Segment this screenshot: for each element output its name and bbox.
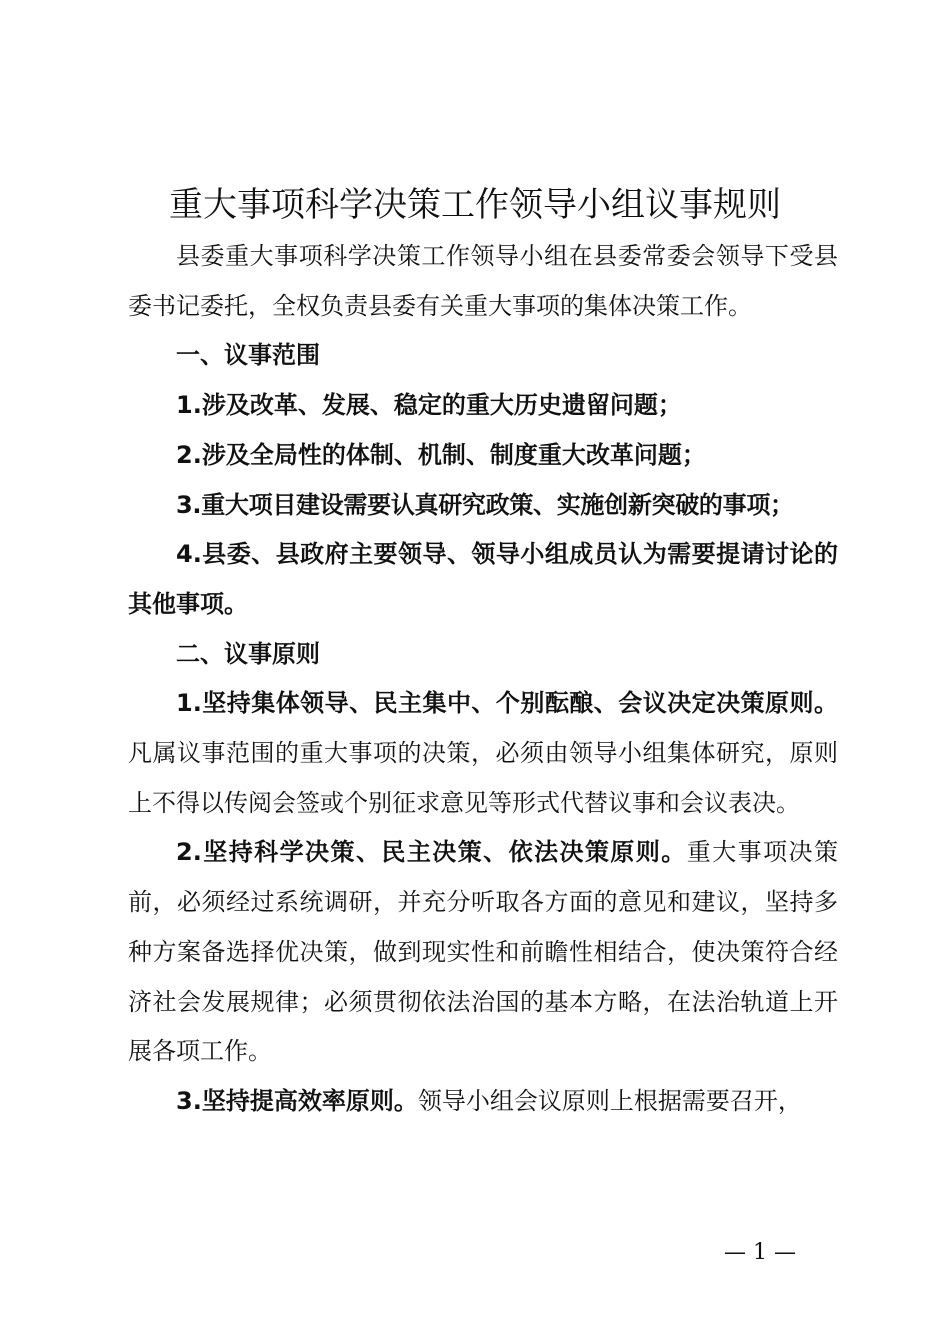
document-title: 重大事项科学决策工作领导小组议事规则 <box>169 185 781 225</box>
intro-paragraph: 县委重大事项科学决策工作领导小组在县委常委会领导下受县委书记委托，全权负责县委有关重大事项的集体决策工作。 <box>128 242 838 320</box>
principle-paragraph-2 <box>128 828 838 1077</box>
section-heading-scope: 一、议事范围 <box>176 341 320 370</box>
principle-lead-3: 3.坚持提高效率原则。 <box>176 1086 418 1115</box>
principle-text-2: 重大事项决策前，必须经过系统调研，并充分听取各方面的意见和建议，坚持多种方案备选择优决策，做到现实性和前瞻性相结合，使决策符合经济社会发展规律；必须贯彻依法治国的基本方略，在法治轨道上开展各项工作。 <box>128 838 838 1066</box>
principle-paragraph-1 <box>128 679 838 828</box>
scope-item-1: 1.涉及改革、发展、稳定的重大历史遗留问题； <box>176 391 682 420</box>
principle-lead-2: 2.坚持科学决策、民主决策、依法决策原则。 <box>176 838 687 867</box>
document-body <box>128 232 838 1127</box>
principle-paragraph-3 <box>128 1077 838 1127</box>
principle-lead-1: 1.坚持集体领导、民主集中、个别酝酿、会议决定决策原则。 <box>176 689 838 718</box>
principle-text-1: 凡属议事范围的重大事项的决策，必须由领导小组集体研究，原则上不得以传阅会签或个别征求意见等形式代替议事和会议表决。 <box>128 739 838 817</box>
principle-text-3: 领导小组会议原则上根据需要召开， <box>417 1086 802 1115</box>
section-heading-principles: 二、议事原则 <box>176 639 320 668</box>
page-number: — 1 — <box>724 1240 796 1265</box>
scope-item-2: 2.涉及全局性的体制、机制、制度重大改革问题； <box>176 440 706 469</box>
scope-item-3: 3.重大项目建设需要认真研究政策、实施创新突破的事项； <box>176 490 794 519</box>
scope-item-4: 4.县委、县政府主要领导、领导小组成员认为需要提请讨论的其他事项。 <box>128 540 838 618</box>
